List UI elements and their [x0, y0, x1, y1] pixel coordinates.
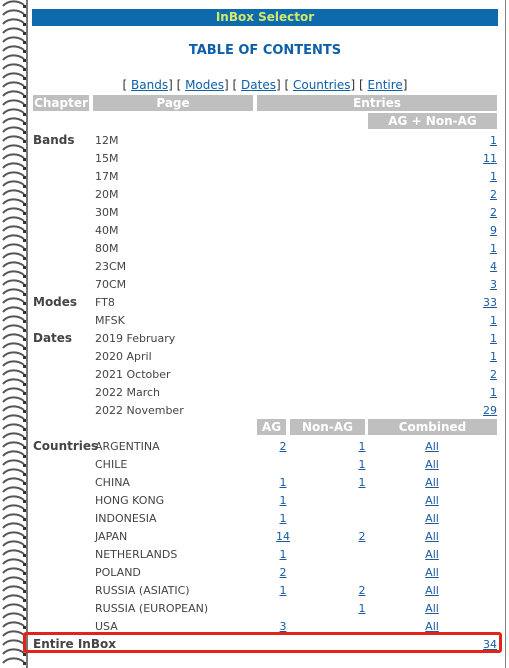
page-right-edge: [505, 0, 506, 668]
dates-entry-count-link[interactable]: 2: [490, 368, 497, 381]
country-page-label: ARGENTINA: [95, 440, 160, 453]
country-combined-link[interactable]: All: [425, 566, 439, 579]
spiral-coil: [3, 190, 24, 195]
country-combined-link[interactable]: All: [425, 548, 439, 561]
spiral-coil: [3, 532, 24, 537]
spiral-coil: [3, 298, 24, 303]
bands-entry-count-link[interactable]: 1: [490, 170, 497, 183]
spiral-coil: [3, 559, 24, 564]
country-combined-link[interactable]: All: [425, 440, 439, 453]
spiral-coil: [3, 163, 24, 168]
spiral-coil: [3, 622, 24, 627]
nav-link-modes[interactable]: Modes: [185, 78, 225, 92]
spiral-coil: [3, 307, 24, 312]
bands-entry-count-link[interactable]: 1: [490, 134, 497, 147]
modes-page-label: FT8: [95, 296, 115, 309]
spiral-coil: [3, 343, 24, 348]
country-ag-link[interactable]: 2: [279, 440, 287, 453]
spiral-coil: [3, 433, 24, 438]
spiral-coil: [3, 181, 24, 186]
country-page-label: RUSSIA (EUROPEAN): [95, 602, 209, 615]
spiral-coil: [3, 577, 24, 582]
spiral-coil: [3, 415, 24, 420]
header-combined: Combined: [368, 419, 497, 435]
country-combined-link[interactable]: All: [425, 530, 439, 543]
spiral-coil: [3, 478, 24, 483]
spiral-coil: [3, 541, 24, 546]
spiral-coil: [3, 496, 24, 501]
country-nonag-link[interactable]: 2: [358, 530, 366, 543]
spiral-coil: [3, 379, 24, 384]
country-nonag-link[interactable]: 1: [358, 602, 366, 615]
spiral-coil: [3, 235, 24, 240]
spiral-coil: [3, 64, 24, 69]
dates-entry-count-link[interactable]: 29: [483, 404, 497, 417]
country-page-label: CHILE: [95, 458, 128, 471]
header-chapter: Chapter: [34, 96, 88, 110]
chapter-bands: Bands: [33, 133, 75, 147]
country-ag-link[interactable]: 3: [279, 620, 287, 633]
bands-entry-count-link[interactable]: 9: [490, 224, 497, 237]
spiral-coil: [3, 460, 24, 465]
spiral-coil: [3, 100, 24, 105]
country-combined-link[interactable]: All: [425, 584, 439, 597]
header-entries: Entries: [257, 95, 497, 111]
spiral-coil: [3, 55, 24, 60]
dates-entry-count-link[interactable]: 1: [490, 386, 497, 399]
chapter-modes: Modes: [33, 295, 78, 309]
country-combined-link[interactable]: All: [425, 620, 439, 633]
chapter-countries: Countries: [33, 439, 99, 453]
chapter-dates: Dates: [33, 331, 73, 345]
spiral-coil: [3, 514, 24, 519]
country-ag-link[interactable]: 1: [279, 512, 287, 525]
bands-entry-count-link[interactable]: 4: [490, 260, 497, 273]
country-ag-link[interactable]: 2: [279, 566, 287, 579]
country-page-label: NETHERLANDS: [95, 548, 178, 561]
spiral-coil: [3, 172, 24, 177]
spiral-coil: [3, 388, 24, 393]
page-edge: [26, 0, 28, 668]
spiral-coil: [3, 451, 24, 456]
bands-page-label: 40M: [95, 224, 119, 237]
spiral-coil: [3, 469, 24, 474]
country-nonag-link[interactable]: 2: [358, 584, 366, 597]
spiral-binding: [0, 0, 28, 668]
nav-link-bands[interactable]: Bands: [131, 78, 169, 92]
spiral-coil: [3, 613, 24, 618]
spiral-coil: [3, 226, 24, 231]
spiral-coil: [3, 262, 24, 267]
dates-entry-count-link[interactable]: 1: [490, 332, 497, 345]
bands-page-label: 20M: [95, 188, 119, 201]
spiral-coil: [3, 631, 24, 636]
entire-inbox-count[interactable]: 34: [483, 638, 497, 651]
spiral-coil: [3, 442, 24, 447]
spiral-coil: [3, 1, 24, 6]
country-nonag-link[interactable]: 1: [358, 476, 366, 489]
spiral-coil: [3, 406, 24, 411]
spiral-coil: [3, 640, 24, 645]
spiral-coil: [3, 91, 24, 96]
spiral-coil: [3, 334, 24, 339]
spiral-coil: [3, 127, 24, 132]
spiral-coil: [3, 208, 24, 213]
country-ag-link[interactable]: 1: [279, 548, 287, 561]
country-page-label: JAPAN: [95, 530, 128, 543]
spiral-coil: [3, 280, 24, 285]
header-ag-nonag: AG + Non-AG: [368, 113, 497, 129]
bands-page-label: 30M: [95, 206, 119, 219]
country-combined-link[interactable]: All: [425, 602, 439, 615]
country-page-label: HONG KONG: [95, 494, 165, 507]
bands-entry-count-link[interactable]: 11: [483, 152, 497, 165]
spiral-coil: [3, 568, 24, 573]
nav-link-dates[interactable]: Dates: [241, 78, 276, 92]
dates-entry-count-link[interactable]: 1: [490, 350, 497, 363]
spiral-coil: [3, 28, 24, 33]
country-combined-link[interactable]: All: [425, 476, 439, 489]
dates-page-label: 2019 February: [95, 332, 176, 345]
spiral-coil: [3, 658, 24, 663]
toc-nav: [ Bands] [ Modes] [ Dates] [ Countries] [ Entire]: [122, 78, 408, 92]
spiral-coil: [3, 424, 24, 429]
bands-entry-count-link[interactable]: 2: [490, 188, 497, 201]
header-nonag: Non-AG: [290, 419, 365, 435]
spiral-coil: [3, 325, 24, 330]
spiral-coil: [3, 199, 24, 204]
dates-page-label: 2021 October: [95, 368, 171, 381]
table-of-contents-title: TABLE OF CONTENTS: [188, 43, 342, 58]
nav-link-countries[interactable]: Countries: [292, 78, 351, 92]
country-nonag-link[interactable]: 1: [358, 458, 366, 471]
country-ag-link[interactable]: 14: [276, 530, 290, 543]
spiral-coil: [3, 370, 24, 375]
spiral-coil: [3, 550, 24, 555]
spiral-coil: [3, 649, 24, 654]
spiral-coil: [3, 271, 24, 276]
dates-page-label: 2020 April: [95, 350, 152, 363]
country-ag-link[interactable]: 1: [279, 494, 287, 507]
spiral-coil: [3, 289, 24, 294]
nav-link-entire[interactable]: Entire: [367, 78, 403, 92]
country-page-label: POLAND: [95, 566, 141, 579]
inbox-selector-title: InBox Selector: [32, 9, 498, 26]
country-combined-link[interactable]: All: [425, 458, 439, 471]
dates-page-label: 2022 March: [95, 386, 161, 399]
modes-entry-count-link[interactable]: 1: [490, 314, 497, 327]
country-page-label: INDONESIA: [95, 512, 157, 525]
spiral-coil: [3, 10, 24, 15]
spiral-coil: [3, 316, 24, 321]
spiral-coil: [3, 505, 24, 510]
header-page: Page: [93, 95, 253, 111]
bands-entry-count-link[interactable]: 1: [490, 242, 497, 255]
entire-inbox-label: Entire InBox: [33, 637, 116, 651]
modes-page-label: MFSK: [95, 314, 125, 327]
spiral-coil: [3, 217, 24, 222]
header-ag: AG: [257, 419, 286, 435]
country-page-label: RUSSIA (ASIATIC): [95, 584, 190, 597]
spiral-coil: [3, 109, 24, 114]
country-ag-link[interactable]: 1: [279, 584, 287, 597]
bands-page-label: 23CM: [95, 260, 127, 273]
bands-page-label: 80M: [95, 242, 119, 255]
spiral-coil: [3, 604, 24, 609]
bands-entry-count-link[interactable]: 3: [490, 278, 497, 291]
spiral-coil: [3, 397, 24, 402]
spiral-coil: [3, 253, 24, 258]
spiral-coil: [3, 352, 24, 357]
spiral-coil: [3, 487, 24, 492]
spiral-coil: [3, 73, 24, 78]
country-page-label: CHINA: [95, 476, 130, 489]
spiral-coil: [3, 154, 24, 159]
spiral-coil: [3, 82, 24, 87]
country-nonag-link[interactable]: 1: [358, 440, 366, 453]
bands-page-label: 12M: [95, 134, 119, 147]
bands-page-label: 17M: [95, 170, 119, 183]
bands-page-label: 70CM: [95, 278, 127, 291]
spiral-coil: [3, 37, 24, 42]
modes-entry-count-link[interactable]: 33: [483, 296, 497, 309]
spiral-coil: [3, 118, 24, 123]
dates-page-label: 2022 November: [95, 404, 184, 417]
spiral-coil: [3, 244, 24, 249]
spiral-coil: [3, 136, 24, 141]
country-combined-link[interactable]: All: [425, 494, 439, 507]
bands-entry-count-link[interactable]: 2: [490, 206, 497, 219]
spiral-coil: [3, 586, 24, 591]
spiral-coil: [3, 595, 24, 600]
spiral-coil: [3, 46, 24, 51]
spiral-coil: [3, 145, 24, 150]
bands-page-label: 15M: [95, 152, 119, 165]
spiral-coil: [3, 19, 24, 24]
spiral-coil: [3, 523, 24, 528]
spiral-coil: [3, 361, 24, 366]
country-combined-link[interactable]: All: [425, 512, 439, 525]
country-page-label: USA: [95, 620, 118, 633]
country-ag-link[interactable]: 1: [279, 476, 287, 489]
